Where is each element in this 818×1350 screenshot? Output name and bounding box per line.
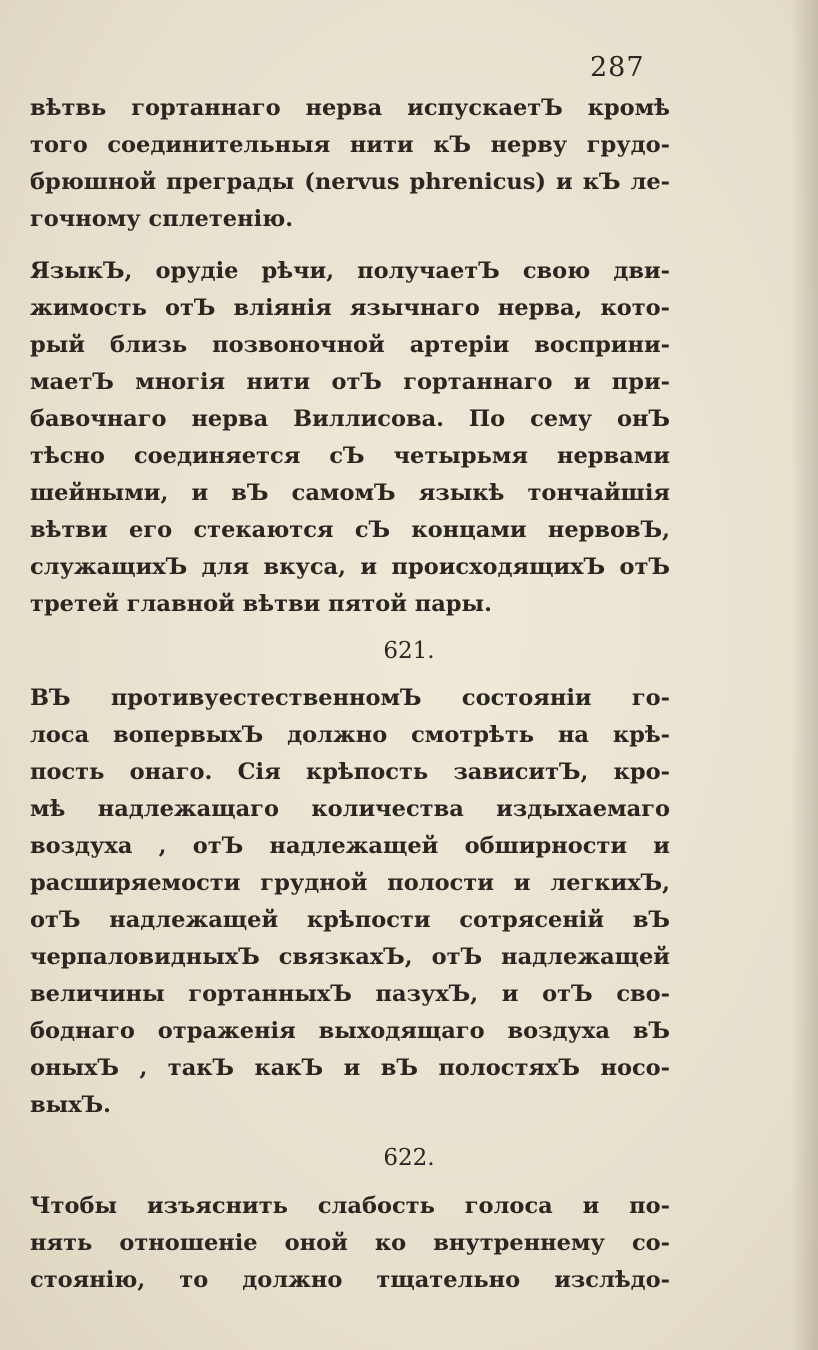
text-line: воздуха , отЪ надлежащей обширности и: [30, 833, 670, 859]
text-line: служащихЪ для вкуса, и происходящихЪ отЪ: [30, 554, 670, 580]
paragraph-nerve-branch: [30, 90, 670, 238]
text-line: маетЪ многія нити отЪ гортаннаго и при-: [30, 369, 670, 395]
text-line: мѣ надлежащаго количества издыхаемаго: [30, 796, 670, 822]
text-line: выхЪ.: [30, 1092, 111, 1118]
text-line: рый близь позвоночной артеріи восприни-: [30, 332, 670, 358]
text-line: третей главной вѣтви пятой пары.: [30, 591, 492, 617]
text-line: оныхЪ , такЪ какЪ и вЪ полостяхЪ носо-: [30, 1055, 670, 1081]
paragraph-tongue: [30, 253, 670, 623]
text-line: расширяемости грудной полости и легкихЪ,: [30, 870, 670, 896]
text-line: гочному сплетенію.: [30, 206, 294, 232]
section-number-622: 622.: [383, 1145, 435, 1171]
paragraph-voice-weakness: [30, 1188, 670, 1299]
text-line: боднаго отраженія выходящаго воздуха вЪ: [30, 1018, 670, 1044]
text-line: того соединительныя нити кЪ нерву грудо-: [30, 132, 670, 158]
text-line: Чтобы изъяснить слабость голоса и по-: [30, 1193, 670, 1219]
text-line: нять отношеніе оной ко внутреннему со-: [30, 1230, 670, 1256]
paragraph-voice-strength: [30, 680, 670, 1124]
text-line: лоса вопервыхЪ должно смотрѣть на крѣ-: [30, 722, 670, 748]
text-line: пость онаго. Сія крѣпость зависитЪ, кро-: [30, 759, 670, 785]
text-line: величины гортанныхЪ пазухЪ, и отЪ сво-: [30, 981, 670, 1007]
text-line: отЪ надлежащей крѣпости сотрясеній вЪ: [30, 907, 670, 933]
text-line: вѣтвь гортаннаго нерва испускаетЪ кромѣ: [30, 95, 670, 121]
text-line: ЯзыкЪ, орудіе рѣчи, получаетЪ свою дви-: [30, 258, 670, 284]
text-line: тѣсно соединяется сЪ четырьмя нервами: [30, 443, 670, 469]
text-line: вѣтви его стекаются сЪ концами нервовЪ,: [30, 517, 670, 543]
text-line: бавочнаго нерва Виллисова. По сему онЪ: [30, 406, 670, 432]
text-line: шейными, и вЪ самомЪ языкѣ тончайшія: [30, 480, 670, 506]
text-line: ВЪ противуестественномЪ состояніи го-: [30, 685, 670, 711]
text-line: жимость отЪ вліянія язычнаго нерва, кото-: [30, 295, 670, 321]
section-number-621: 621.: [383, 638, 435, 664]
text-line: черпаловидныхЪ связкахЪ, отЪ надлежащей: [30, 944, 670, 970]
text-line: брюшной преграды (nervus phrenicus) и кЪ ле-: [30, 169, 670, 195]
page-number: 287: [590, 52, 645, 83]
text-line: стоянію, то должно тщательно изслѣдо-: [30, 1267, 670, 1293]
